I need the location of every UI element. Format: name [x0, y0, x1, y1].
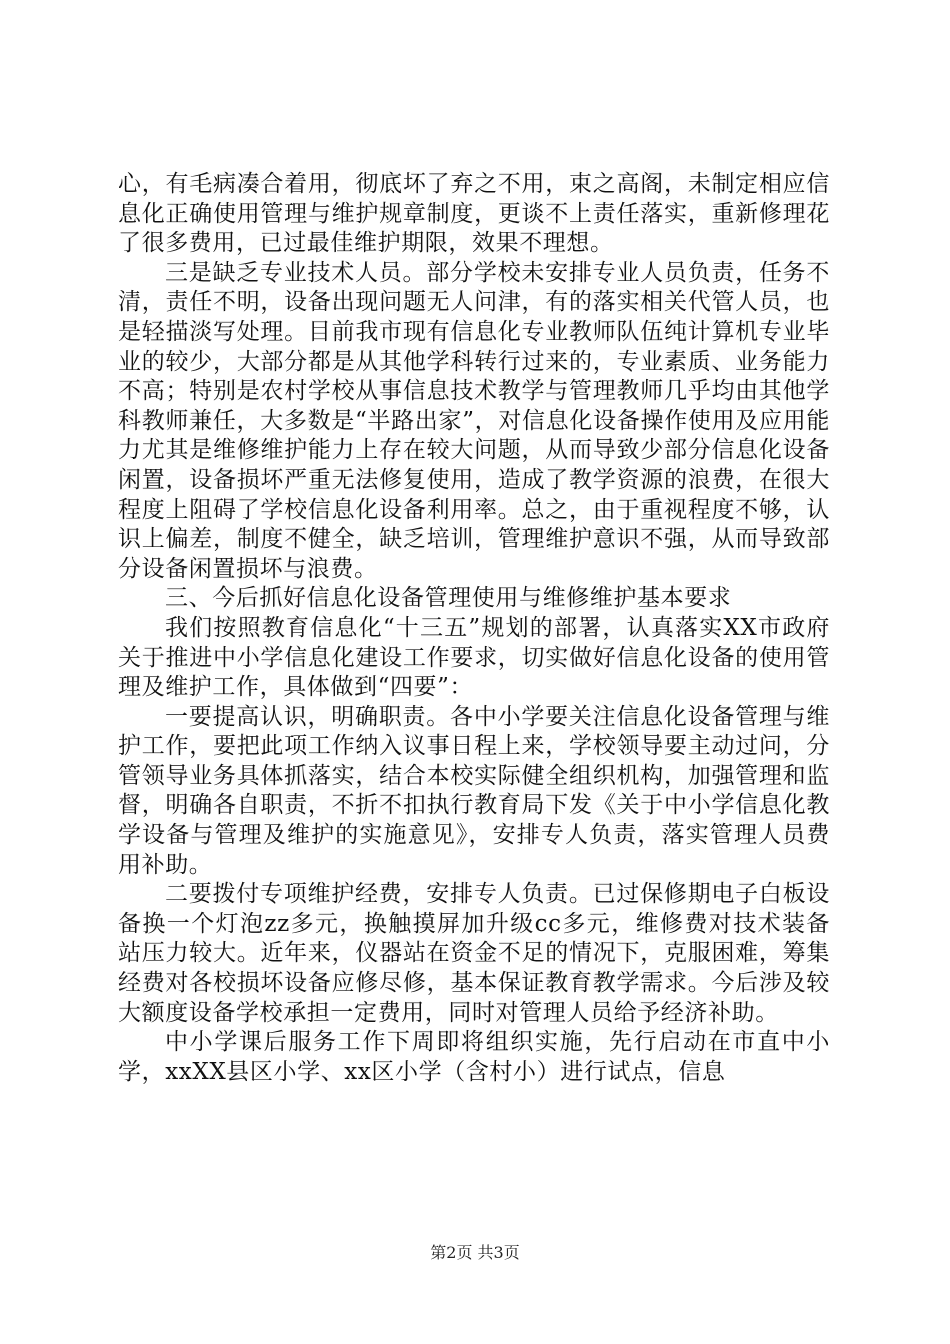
- paragraph-maintenance-funding: 二要拨付专项维护经费，安排专人负责。已过保修期电子白板设备换一个灯泡zz多元，换触摸屏加升级cc多元，维修费对技术装备站压力较大。近年来，仪器站在资金不足的情况下，克服困难，筹集经费对各校损坏设备应修尽修，基本保证教育教学需求。今后涉及较大额度设备学校承担一定费用，同时对管理人员给予经济补助。: [118, 881, 830, 1026]
- paragraph-lack-of-technicians: 三是缺乏专业技术人员。部分学校未安排专业人员负责，任务不清，责任不明，设备出现问题无人问津，有的落实相关代管人员，也是轻描淡写处理。目前我市现有信息化专业教师队伍纯计算机专业毕业的较少，大部分都是从其他学科转行过来的，专业素质、业务能力不高；特别是农村学校从事信息技术教学与管理教师几乎均由其他学科教师兼任，大多数是“半路出家”，对信息化设备操作使用及应用能力尤其是维修维护能力上存在较大问题，从而导致少部分信息化设备闲置，设备损坏严重无法修复使用，造成了教学资源的浪费，在很大程度上阻碍了学校信息化设备利用率。总之，由于重视程度不够，认识上偏差，制度不健全，缺乏培训，管理维护意识不强，从而导致部分设备闲置损坏与浪费。: [118, 259, 830, 582]
- document-body: [118, 170, 830, 1087]
- paragraph-awareness-duties: 一要提高认识，明确职责。各中小学要关注信息化设备管理与维护工作，要把此项工作纳入议事日程上来，学校领导要主动过问，分管领导业务具体抓落实，结合本校实际健全组织机构，加强管理和监督，明确各自职责，不折不扣执行教育局下发《关于中小学信息化教学设备与管理及维护的实施意见》，安排专人负责，落实管理人员费用补助。: [118, 703, 830, 878]
- paragraph-continuation: 心，有毛病凑合着用，彻底坏了弃之不用，束之高阁，未制定相应信息化正确使用管理与维护规章制度，更谈不上责任落实，重新修理花了很多费用，已过最佳维护期限，效果不理想。: [118, 171, 830, 257]
- page-number-footer: 第2页 共3页: [430, 1243, 520, 1262]
- paragraph-after-school-service: 中小学课后服务工作下周即将组织实施，先行启动在市直中小学，xxXX县区小学、xx区小学（含村小）进行试点，信息: [118, 1029, 830, 1085]
- paragraph-planning-deployment: 我们按照教育信息化“十三五”规划的部署，认真落实XX市政府关于推进中小学信息化建设工作要求，切实做好信息化设备的使用管理及维护工作，具体做到“四要”：: [118, 614, 830, 701]
- section-heading-requirements: 三、今后抓好信息化设备管理使用与维修维护基本要求: [165, 585, 732, 612]
